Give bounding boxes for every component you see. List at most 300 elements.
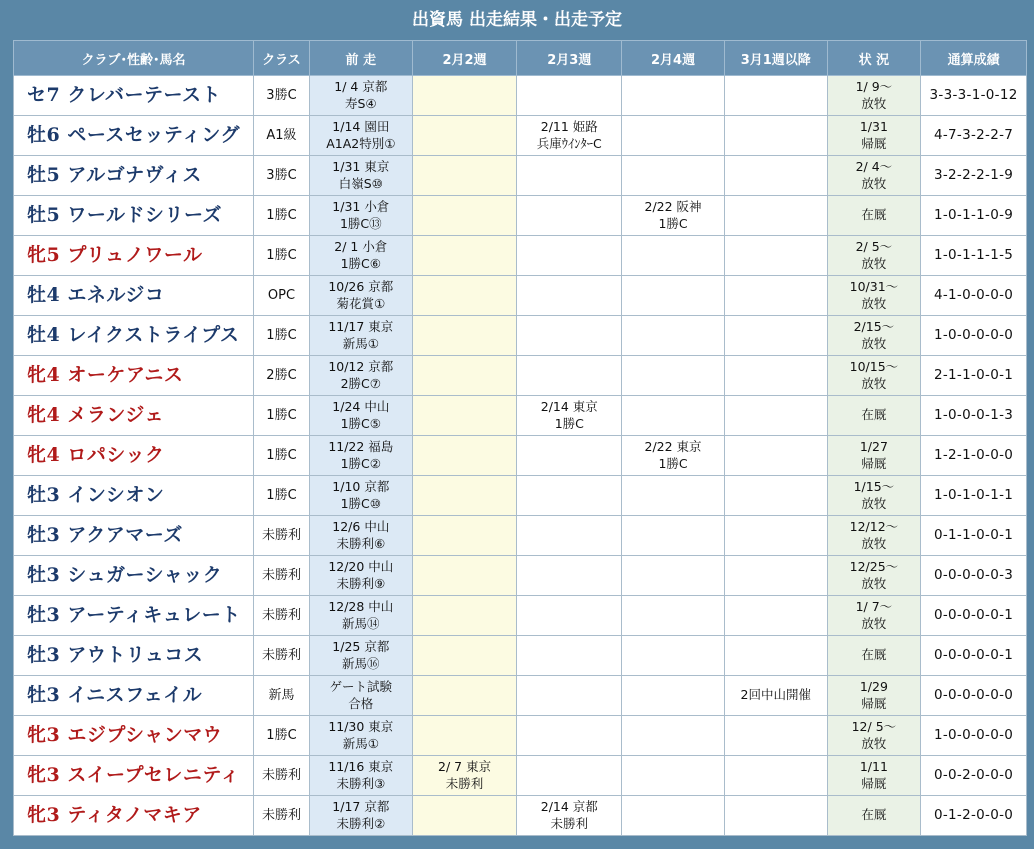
race-class-line: 未勝利 (261, 767, 301, 783)
career-record-line: 1-0-1-0-1-1 (933, 487, 1014, 504)
feb-week3-entry (517, 516, 622, 556)
feb-week2-entry (412, 396, 517, 436)
feb-week3-entry (517, 476, 622, 516)
feb-week4-entry (622, 516, 725, 556)
horse-status-line: 放牧 (861, 575, 887, 591)
horse-status-line: 在厩 (861, 647, 887, 663)
march-later-entry (724, 796, 827, 836)
feb-week2-entry (412, 716, 517, 756)
horse-status-line: 在厩 (861, 407, 887, 423)
horse-status-line: 1/11 (859, 758, 888, 774)
horse-status-line: 10/31～ (849, 278, 899, 294)
career-record (921, 596, 1027, 636)
horse-status-line: 12/ 5～ (851, 718, 897, 734)
previous-race-line: 10/12 京都 (328, 358, 394, 374)
career-record-line: 3-2-2-2-1-9 (933, 167, 1014, 184)
march-later-entry (724, 236, 827, 276)
feb-week4-entry (622, 636, 725, 676)
table-row (14, 636, 1027, 676)
feb-week3-entry-line: 未勝利 (550, 815, 589, 831)
horse-name (14, 276, 254, 316)
feb-week3-entry (517, 556, 622, 596)
march-later-entry (724, 556, 827, 596)
horse-name-line: 牡3 アウトリュコス (27, 643, 204, 666)
horse-status-line: 1/15～ (853, 478, 895, 494)
race-class (254, 556, 310, 596)
previous-race-line: 1/31 小倉 (332, 198, 390, 214)
header-previous-race: 前 走 (309, 41, 412, 76)
feb-week2-entry (412, 156, 517, 196)
feb-week3-entry-line: 2/14 東京 (540, 398, 598, 414)
race-class-line: 1勝C (266, 727, 297, 743)
previous-race-line: 新馬⑯ (342, 655, 380, 671)
previous-race-line: 未勝利⑨ (336, 575, 386, 591)
career-record-line: 1-2-1-0-0-0 (933, 447, 1014, 464)
march-later-entry (724, 76, 827, 116)
race-class-line: 1勝C (266, 447, 297, 463)
feb-week4-entry (622, 596, 725, 636)
previous-race (309, 796, 412, 836)
race-class-line: 3勝C (266, 167, 297, 183)
horse-name (14, 236, 254, 276)
previous-race (309, 556, 412, 596)
career-record-line: 0-0-0-0-0-0 (933, 687, 1014, 704)
previous-race-line: 12/20 中山 (328, 558, 394, 574)
horse-status-line: 帰厩 (861, 455, 887, 471)
previous-race (309, 436, 412, 476)
race-class (254, 716, 310, 756)
horse-status-line: 放牧 (861, 375, 887, 391)
feb-week4-entry (622, 276, 725, 316)
previous-race-line: 1/14 園田 (332, 118, 390, 134)
feb-week3-entry (517, 356, 622, 396)
previous-race (309, 476, 412, 516)
horse-status-line: 2/ 4～ (855, 158, 893, 174)
horse-name (14, 116, 254, 156)
previous-race-line: 12/28 中山 (328, 598, 394, 614)
horse-status-line: 12/25～ (849, 558, 899, 574)
feb-week4-entry (622, 436, 725, 476)
horse-status (827, 516, 921, 556)
previous-race-line: 2勝C⑦ (340, 375, 381, 391)
feb-week4-entry-line: 1勝C (658, 455, 688, 471)
horse-name (14, 516, 254, 556)
race-class-line: 未勝利 (261, 527, 301, 543)
previous-race (309, 116, 412, 156)
previous-race-line: 1/10 京都 (332, 478, 390, 494)
horse-name-line: 牡3 インシオン (27, 483, 165, 506)
horse-status-line: 1/31 (859, 118, 888, 134)
horse-status (827, 716, 921, 756)
feb-week4-entry (622, 716, 725, 756)
table-row (14, 796, 1027, 836)
feb-week2-entry (412, 316, 517, 356)
feb-week2-entry (412, 796, 517, 836)
career-record-line: 1-0-1-1-0-9 (933, 207, 1014, 224)
feb-week3-entry (517, 756, 622, 796)
horse-status-line: 1/27 (859, 438, 888, 454)
header-feb-week2: 2月2週 (412, 41, 517, 76)
race-class (254, 756, 310, 796)
previous-race (309, 156, 412, 196)
previous-race (309, 356, 412, 396)
table-row (14, 316, 1027, 356)
feb-week4-entry (622, 476, 725, 516)
career-record-line: 0-0-0-0-0-1 (933, 607, 1014, 624)
horse-status-line: 放牧 (861, 735, 887, 751)
feb-week3-entry (517, 676, 622, 716)
horse-name-line: 牝4 ロパシック (27, 443, 165, 466)
previous-race-line: 寿S④ (344, 95, 377, 111)
career-record (921, 636, 1027, 676)
horse-status (827, 756, 921, 796)
career-record (921, 796, 1027, 836)
table-row (14, 436, 1027, 476)
previous-race (309, 716, 412, 756)
horse-status-line: 2/ 5～ (855, 238, 893, 254)
horse-status (827, 156, 921, 196)
career-record-line: 0-0-0-0-0-1 (933, 647, 1014, 664)
feb-week2-entry (412, 596, 517, 636)
feb-week2-entry-line: 未勝利 (445, 775, 484, 791)
march-later-entry (724, 116, 827, 156)
previous-race (309, 276, 412, 316)
horse-name (14, 636, 254, 676)
march-later-entry (724, 196, 827, 236)
race-class-line: OPC (267, 287, 296, 303)
previous-race (309, 236, 412, 276)
feb-week3-entry-line: 1勝C (554, 415, 584, 431)
feb-week4-entry (622, 196, 725, 236)
feb-week4-entry-line: 2/22 東京 (644, 438, 702, 454)
race-class (254, 316, 310, 356)
horse-name (14, 676, 254, 716)
horse-name-line: 牡3 イニスフェイル (27, 683, 203, 706)
feb-week3-entry (517, 76, 622, 116)
race-class (254, 436, 310, 476)
horse-status (827, 436, 921, 476)
feb-week4-entry (622, 316, 725, 356)
horse-name (14, 596, 254, 636)
race-class (254, 676, 310, 716)
horse-status-line: 2/15～ (853, 318, 895, 334)
feb-week4-entry (622, 356, 725, 396)
feb-week3-entry (517, 436, 622, 476)
horse-status-line: 放牧 (861, 175, 887, 191)
header-march-week1-later: 3月1週以降 (724, 41, 827, 76)
race-class (254, 636, 310, 676)
previous-race (309, 516, 412, 556)
horse-status-line: 帰厩 (861, 775, 887, 791)
horse-name (14, 156, 254, 196)
career-record (921, 196, 1027, 236)
table-row (14, 236, 1027, 276)
horse-status (827, 476, 921, 516)
horse-name-line: 牡3 アーティキュレート (27, 603, 241, 626)
horse-name (14, 76, 254, 116)
feb-week4-entry (622, 116, 725, 156)
career-record-line: 0-1-1-0-0-1 (933, 527, 1014, 544)
race-class-line: 2勝C (266, 367, 297, 383)
feb-week4-entry (622, 156, 725, 196)
career-record-line: 0-0-0-0-0-3 (933, 567, 1014, 584)
previous-race-line: 11/30 東京 (328, 718, 394, 734)
table-row (14, 196, 1027, 236)
feb-week3-entry (517, 236, 622, 276)
race-class-line: 未勝利 (261, 807, 301, 823)
feb-week2-entry (412, 676, 517, 716)
horse-name-line: 牡5 アルゴナヴィス (27, 163, 202, 186)
race-class (254, 476, 310, 516)
previous-race-line: 白嶺S⑩ (338, 175, 383, 191)
horse-name (14, 356, 254, 396)
horse-name-line: セ7 クレバーテースト (27, 83, 222, 106)
feb-week3-entry (517, 116, 622, 156)
march-later-entry (724, 156, 827, 196)
previous-race-line: 10/26 京都 (328, 278, 394, 294)
horse-status (827, 316, 921, 356)
horse-name-line: 牝4 メランジェ (27, 403, 164, 426)
horse-name-line: 牡6 ペースセッティング (27, 123, 240, 146)
previous-race-line: A1A2特別① (326, 135, 396, 151)
career-record (921, 76, 1027, 116)
table-row (14, 476, 1027, 516)
previous-race (309, 316, 412, 356)
career-record-line: 1-0-0-0-0-0 (933, 327, 1014, 344)
feb-week4-entry-line: 1勝C (658, 215, 688, 231)
march-later-entry (724, 436, 827, 476)
feb-week4-entry (622, 76, 725, 116)
horse-status-line: 放牧 (861, 95, 887, 111)
race-class-line: A1級 (266, 127, 297, 143)
career-record-line: 0-0-2-0-0-0 (933, 767, 1014, 784)
feb-week4-entry (622, 676, 725, 716)
race-class (254, 596, 310, 636)
march-later-entry (724, 596, 827, 636)
horse-status (827, 636, 921, 676)
horse-name-line: 牡3 アクアマーズ (27, 523, 183, 546)
header-class: クラス (254, 41, 310, 76)
feb-week3-entry (517, 276, 622, 316)
results-table (13, 40, 1027, 836)
feb-week4-entry (622, 756, 725, 796)
career-record (921, 556, 1027, 596)
header-career-record: 通算成績 (921, 41, 1027, 76)
previous-race-line: 11/17 東京 (328, 318, 394, 334)
horse-status (827, 276, 921, 316)
horse-status (827, 796, 921, 836)
feb-week2-entry (412, 236, 517, 276)
feb-week2-entry (412, 556, 517, 596)
career-record-line: 1-0-1-1-1-5 (933, 247, 1014, 264)
feb-week2-entry (412, 276, 517, 316)
horse-status-line: 放牧 (861, 615, 887, 631)
race-class (254, 396, 310, 436)
feb-week4-entry (622, 236, 725, 276)
horse-status-line: 放牧 (861, 255, 887, 271)
horse-name-line: 牝3 スイープセレニティ (27, 763, 240, 786)
horse-status (827, 556, 921, 596)
feb-week2-entry-line: 2/ 7 東京 (438, 758, 492, 774)
race-class (254, 516, 310, 556)
previous-race-line: 1勝C⑤ (340, 415, 381, 431)
horse-status (827, 396, 921, 436)
horse-name-line: 牡5 ワールドシリーズ (27, 203, 223, 226)
feb-week3-entry (517, 596, 622, 636)
previous-race (309, 636, 412, 676)
horse-status (827, 356, 921, 396)
header-feb-week4: 2月4週 (622, 41, 725, 76)
previous-race-line: 1勝C⑥ (340, 255, 381, 271)
horse-name-line: 牡3 シュガーシャック (27, 563, 223, 586)
horse-status-line: 在厩 (861, 807, 887, 823)
horse-status (827, 236, 921, 276)
header-feb-week3: 2月3週 (517, 41, 622, 76)
feb-week4-entry-line: 2/22 阪神 (644, 198, 702, 214)
table-row (14, 356, 1027, 396)
career-record-line: 3-3-3-1-0-12 (929, 87, 1018, 104)
previous-race-line: 未勝利③ (336, 775, 386, 791)
career-record (921, 516, 1027, 556)
career-record (921, 116, 1027, 156)
career-record-line: 4-7-3-2-2-7 (933, 127, 1014, 144)
page-title: 出資馬 出走結果・出走予定 (412, 10, 622, 30)
previous-race (309, 676, 412, 716)
previous-race-line: 1勝C⑩ (340, 495, 381, 511)
table-row (14, 596, 1027, 636)
horse-name (14, 796, 254, 836)
race-class (254, 356, 310, 396)
horse-status-line: 在厩 (861, 207, 887, 223)
table-row (14, 116, 1027, 156)
previous-race-line: 1/31 東京 (332, 158, 390, 174)
horse-name-line: 牡4 エネルジコ (27, 283, 165, 306)
previous-race-line: 1/24 中山 (332, 398, 390, 414)
previous-race-line: 1/25 京都 (332, 638, 390, 654)
career-record (921, 436, 1027, 476)
previous-race-line: ゲート試験 (329, 678, 393, 694)
career-record (921, 756, 1027, 796)
previous-race-line: 11/16 東京 (328, 758, 394, 774)
race-class (254, 236, 310, 276)
march-later-entry (724, 396, 827, 436)
race-class (254, 796, 310, 836)
previous-race-line: 1勝C⑬ (339, 215, 382, 231)
feb-week3-entry (517, 636, 622, 676)
march-later-entry (724, 356, 827, 396)
race-class-line: 未勝利 (261, 607, 301, 623)
feb-week3-entry-line: 2/11 姫路 (540, 118, 598, 134)
feb-week3-entry (517, 156, 622, 196)
career-record (921, 156, 1027, 196)
career-record (921, 356, 1027, 396)
career-record-line: 1-0-0-0-1-3 (933, 407, 1014, 424)
header-status: 状 況 (827, 41, 921, 76)
race-class-line: 未勝利 (261, 647, 301, 663)
horse-status (827, 596, 921, 636)
feb-week2-entry (412, 756, 517, 796)
header-horse-name: クラブ･性齢･馬名 (14, 41, 254, 76)
career-record-line: 0-1-2-0-0-0 (933, 807, 1014, 824)
horse-name-line: 牝3 エジプシャンマウ (27, 723, 223, 746)
race-class (254, 156, 310, 196)
race-class (254, 276, 310, 316)
horse-status (827, 196, 921, 236)
previous-race-line: 合格 (348, 695, 374, 711)
horse-name (14, 756, 254, 796)
table-row (14, 516, 1027, 556)
career-record (921, 476, 1027, 516)
race-class-line: 1勝C (266, 327, 297, 343)
race-class-line: 1勝C (266, 407, 297, 423)
feb-week2-entry (412, 76, 517, 116)
race-class-line: 1勝C (266, 247, 297, 263)
race-class-line: 未勝利 (261, 567, 301, 583)
previous-race-line: 新馬⑭ (342, 615, 380, 631)
feb-week2-entry (412, 436, 517, 476)
horse-name-line: 牝4 オーケアニス (27, 363, 184, 386)
career-record (921, 276, 1027, 316)
previous-race-line: 新馬① (342, 735, 379, 751)
table-row (14, 716, 1027, 756)
horse-status-line: 10/15～ (849, 358, 899, 374)
feb-week3-entry (517, 316, 622, 356)
horse-name (14, 196, 254, 236)
feb-week2-entry (412, 356, 517, 396)
career-record (921, 236, 1027, 276)
previous-race (309, 396, 412, 436)
horse-name (14, 716, 254, 756)
previous-race-line: 未勝利② (336, 815, 386, 831)
march-later-entry (724, 756, 827, 796)
horse-name-line: 牡4 レイクストライプス (27, 323, 240, 346)
previous-race (309, 76, 412, 116)
horse-status-line: 放牧 (861, 335, 887, 351)
feb-week3-entry (517, 196, 622, 236)
table-row (14, 156, 1027, 196)
table-row (14, 396, 1027, 436)
horse-status-line: 1/29 (859, 678, 888, 694)
march-later-entry (724, 636, 827, 676)
feb-week2-entry (412, 196, 517, 236)
previous-race-line: 1/17 京都 (332, 798, 390, 814)
previous-race (309, 596, 412, 636)
horse-name (14, 396, 254, 436)
horse-name-line: 牝3 ティタノマキア (27, 803, 202, 826)
march-later-entry (724, 316, 827, 356)
race-class-line: 新馬 (268, 687, 295, 703)
feb-week4-entry (622, 396, 725, 436)
horse-name (14, 436, 254, 476)
horse-name (14, 556, 254, 596)
feb-week2-entry (412, 476, 517, 516)
previous-race-line: 1/ 4 京都 (334, 78, 388, 94)
horse-status-line: 放牧 (861, 495, 887, 511)
march-later-entry-line: 2回中山開催 (740, 687, 811, 703)
horse-status (827, 676, 921, 716)
previous-race-line: 新馬① (342, 335, 379, 351)
race-class-line: 1勝C (266, 207, 297, 223)
feb-week3-entry (517, 796, 622, 836)
career-record (921, 716, 1027, 756)
header-row (14, 41, 1027, 76)
career-record-line: 2-1-1-0-0-1 (933, 367, 1014, 384)
feb-week2-entry (412, 516, 517, 556)
career-record-line: 4-1-0-0-0-0 (933, 287, 1014, 304)
feb-week3-entry-line: 2/14 京都 (540, 798, 598, 814)
table-row (14, 276, 1027, 316)
table-row (14, 756, 1027, 796)
